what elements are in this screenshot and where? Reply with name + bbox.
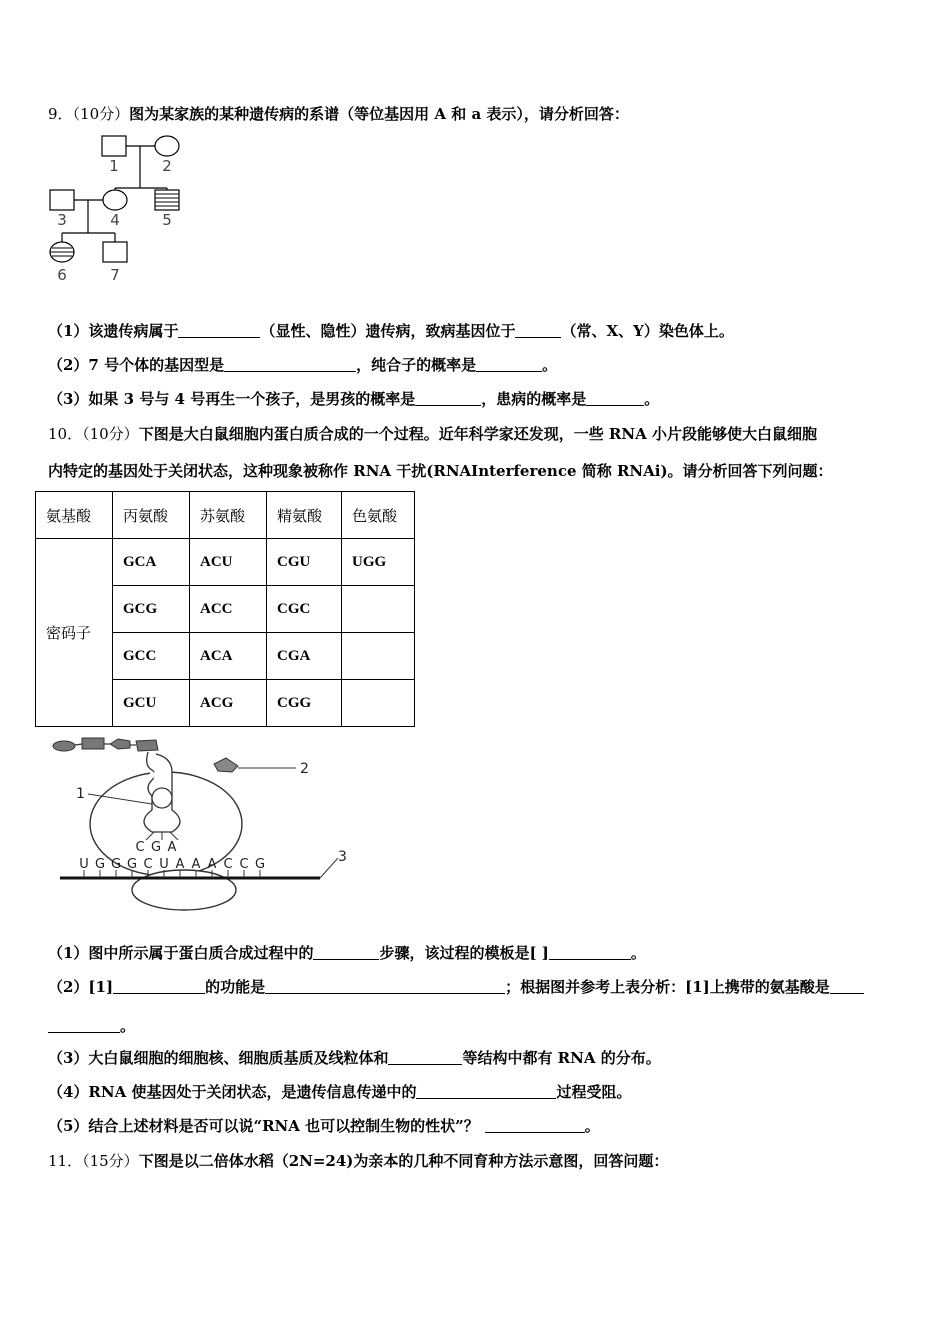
amino-acid xyxy=(53,741,75,751)
answer-blank[interactable] xyxy=(515,323,561,338)
q10-stem-line-2: 内特定的基因处于关闭状态，这种现象被称作 RNA 干扰(RNAInterference 简称 RNAi)。请分析回答下列问题： xyxy=(48,462,833,480)
amino-acid xyxy=(136,740,158,751)
mrna-base: G xyxy=(94,857,106,872)
q9-subquestion-2: （2）7 号个体的基因型是 ，纯合子的概率是 。 xyxy=(48,356,558,374)
table-cell xyxy=(342,633,415,680)
anticodon-base: A xyxy=(167,840,177,855)
individual-3-male xyxy=(50,190,74,210)
pedigree-label-2: 2 xyxy=(162,157,172,175)
mrna-base: G xyxy=(254,857,266,872)
trna xyxy=(144,752,180,832)
pedigree-label-5: 5 xyxy=(162,211,172,229)
answer-blank[interactable] xyxy=(476,357,542,372)
answer-blank[interactable] xyxy=(416,1084,556,1099)
answer-blank[interactable] xyxy=(48,1018,120,1033)
table-cell xyxy=(342,680,415,727)
answer-blank[interactable] xyxy=(549,945,631,960)
table-cell: UGG xyxy=(342,539,415,586)
mrna-base: A xyxy=(191,857,201,872)
figure-label-3: 3 xyxy=(338,849,347,865)
q10-subquestion-2-cont: 。 xyxy=(48,1015,135,1036)
mrna-base: U xyxy=(79,857,89,872)
table-cell: CGU xyxy=(267,539,342,586)
q10-stem-line-1: 10．（10分）下图是大白鼠细胞内蛋白质合成的一个过程。近年科学家还发现，一些 RNA 小片段能够使大白鼠细胞 xyxy=(48,425,817,443)
table-cell: 丙氨酸 xyxy=(113,492,190,539)
amino-acid xyxy=(82,738,104,749)
q10-subquestion-2: （2）[1] 的功能是 ；根据图并参考上表分析：[1]上携带的氨基酸是 xyxy=(48,976,864,997)
mrna-base: U xyxy=(159,857,169,872)
answer-blank[interactable] xyxy=(313,945,379,960)
q9-number: 9． xyxy=(48,105,73,123)
free-amino-acid xyxy=(214,758,238,772)
mrna-base: C xyxy=(223,857,233,872)
row-label: 密码子 xyxy=(36,539,113,727)
answer-blank[interactable] xyxy=(586,391,644,406)
q10-number: 10． xyxy=(48,425,83,443)
q10-subquestion-3: （3）大白鼠细胞的细胞核、细胞质基质及线粒体和 等结构中都有 RNA 的分布。 xyxy=(48,1049,661,1067)
table-cell: GCA xyxy=(113,539,190,586)
table-cell: ACU xyxy=(190,539,267,586)
q11-stem: 11．（15分）下图是以二倍体水稻（2N=24)为亲本的几种不同育种方法示意图，回答问题： xyxy=(48,1152,669,1170)
q10-subquestion-4: （4）RNA 使基因处于关闭状态，是遗传信息传递中的 过程受阻。 xyxy=(48,1083,632,1101)
q10-score: （10分） xyxy=(82,425,139,443)
individual-5-affected-male xyxy=(155,190,179,210)
pedigree-label-7: 7 xyxy=(110,266,120,284)
q9-subquestion-3: （3）如果 3 号与 4 号再生一个孩子，是男孩的概率是 ，患病的概率是 。 xyxy=(48,390,660,408)
q9-stem-text: 图为某家族的某种遗传病的系谱（等位基因用 A 和 a 表示），请分析回答： xyxy=(129,105,629,123)
q10-subquestion-5: （5）结合上述材料是否可以说“RNA 也可以控制生物的性状”？ 。 xyxy=(48,1117,600,1135)
figure-label-2: 2 xyxy=(300,761,309,777)
q10-subquestion-1: （1）图中所示属于蛋白质合成过程中的 步骤，该过程的模板是[ ] 。 xyxy=(48,944,646,962)
table-cell: ACA xyxy=(190,633,267,680)
pedigree-label-4: 4 xyxy=(110,211,120,229)
answer-blank[interactable] xyxy=(485,1118,585,1133)
answer-blank[interactable] xyxy=(113,979,205,994)
table-cell: ACC xyxy=(190,586,267,633)
table-cell: CGG xyxy=(267,680,342,727)
individual-4-female xyxy=(103,190,127,210)
answer-blank[interactable] xyxy=(224,357,356,372)
table-header-row xyxy=(36,492,415,539)
mrna-base: C xyxy=(239,857,249,872)
mrna-base: C xyxy=(143,857,153,872)
table-cell xyxy=(342,586,415,633)
answer-blank[interactable] xyxy=(830,979,864,994)
codon-table xyxy=(35,491,415,727)
pedigree-label-3: 3 xyxy=(57,211,67,229)
table-cell: 色氨酸 xyxy=(342,492,415,539)
answer-blank[interactable] xyxy=(265,979,505,994)
table-cell: 精氨酸 xyxy=(267,492,342,539)
answer-blank[interactable] xyxy=(388,1050,462,1065)
q9-stem xyxy=(48,103,629,124)
figure-label-1: 1 xyxy=(76,786,85,802)
table-cell: CGC xyxy=(267,586,342,633)
mrna-base: G xyxy=(126,857,138,872)
table-cell: CGA xyxy=(267,633,342,680)
anticodon-base: C xyxy=(135,840,145,855)
table-cell: 苏氨酸 xyxy=(190,492,267,539)
q9-subquestion-1: （1）该遗传病属于 （显性、隐性）遗传病，致病基因位于 （常、X、Y）染色体上。 xyxy=(48,322,734,340)
answer-blank[interactable] xyxy=(178,323,260,338)
table-cell: ACG xyxy=(190,680,267,727)
table-cell: 氨基酸 xyxy=(36,492,113,539)
pedigree-label-1: 1 xyxy=(109,157,119,175)
pedigree-label-6: 6 xyxy=(57,266,67,284)
q11-score: （15分） xyxy=(82,1152,139,1170)
table-cell: GCU xyxy=(113,680,190,727)
anticodon-base: G xyxy=(150,840,162,855)
translation-figure xyxy=(48,732,368,917)
q11-number: 11． xyxy=(48,1152,83,1170)
table-cell: GCG xyxy=(113,586,190,633)
mrna-base: A xyxy=(207,857,217,872)
individual-1-male xyxy=(102,136,126,156)
individual-2-female xyxy=(155,136,179,156)
mrna-base: A xyxy=(175,857,185,872)
amino-acid xyxy=(110,739,130,749)
answer-blank[interactable] xyxy=(415,391,481,406)
table-row xyxy=(36,539,415,586)
table-cell: GCC xyxy=(113,633,190,680)
individual-7-male xyxy=(103,242,127,262)
mrna-base: G xyxy=(110,857,122,872)
pedigree-figure xyxy=(40,128,200,288)
q9-score: （10分） xyxy=(72,105,130,123)
